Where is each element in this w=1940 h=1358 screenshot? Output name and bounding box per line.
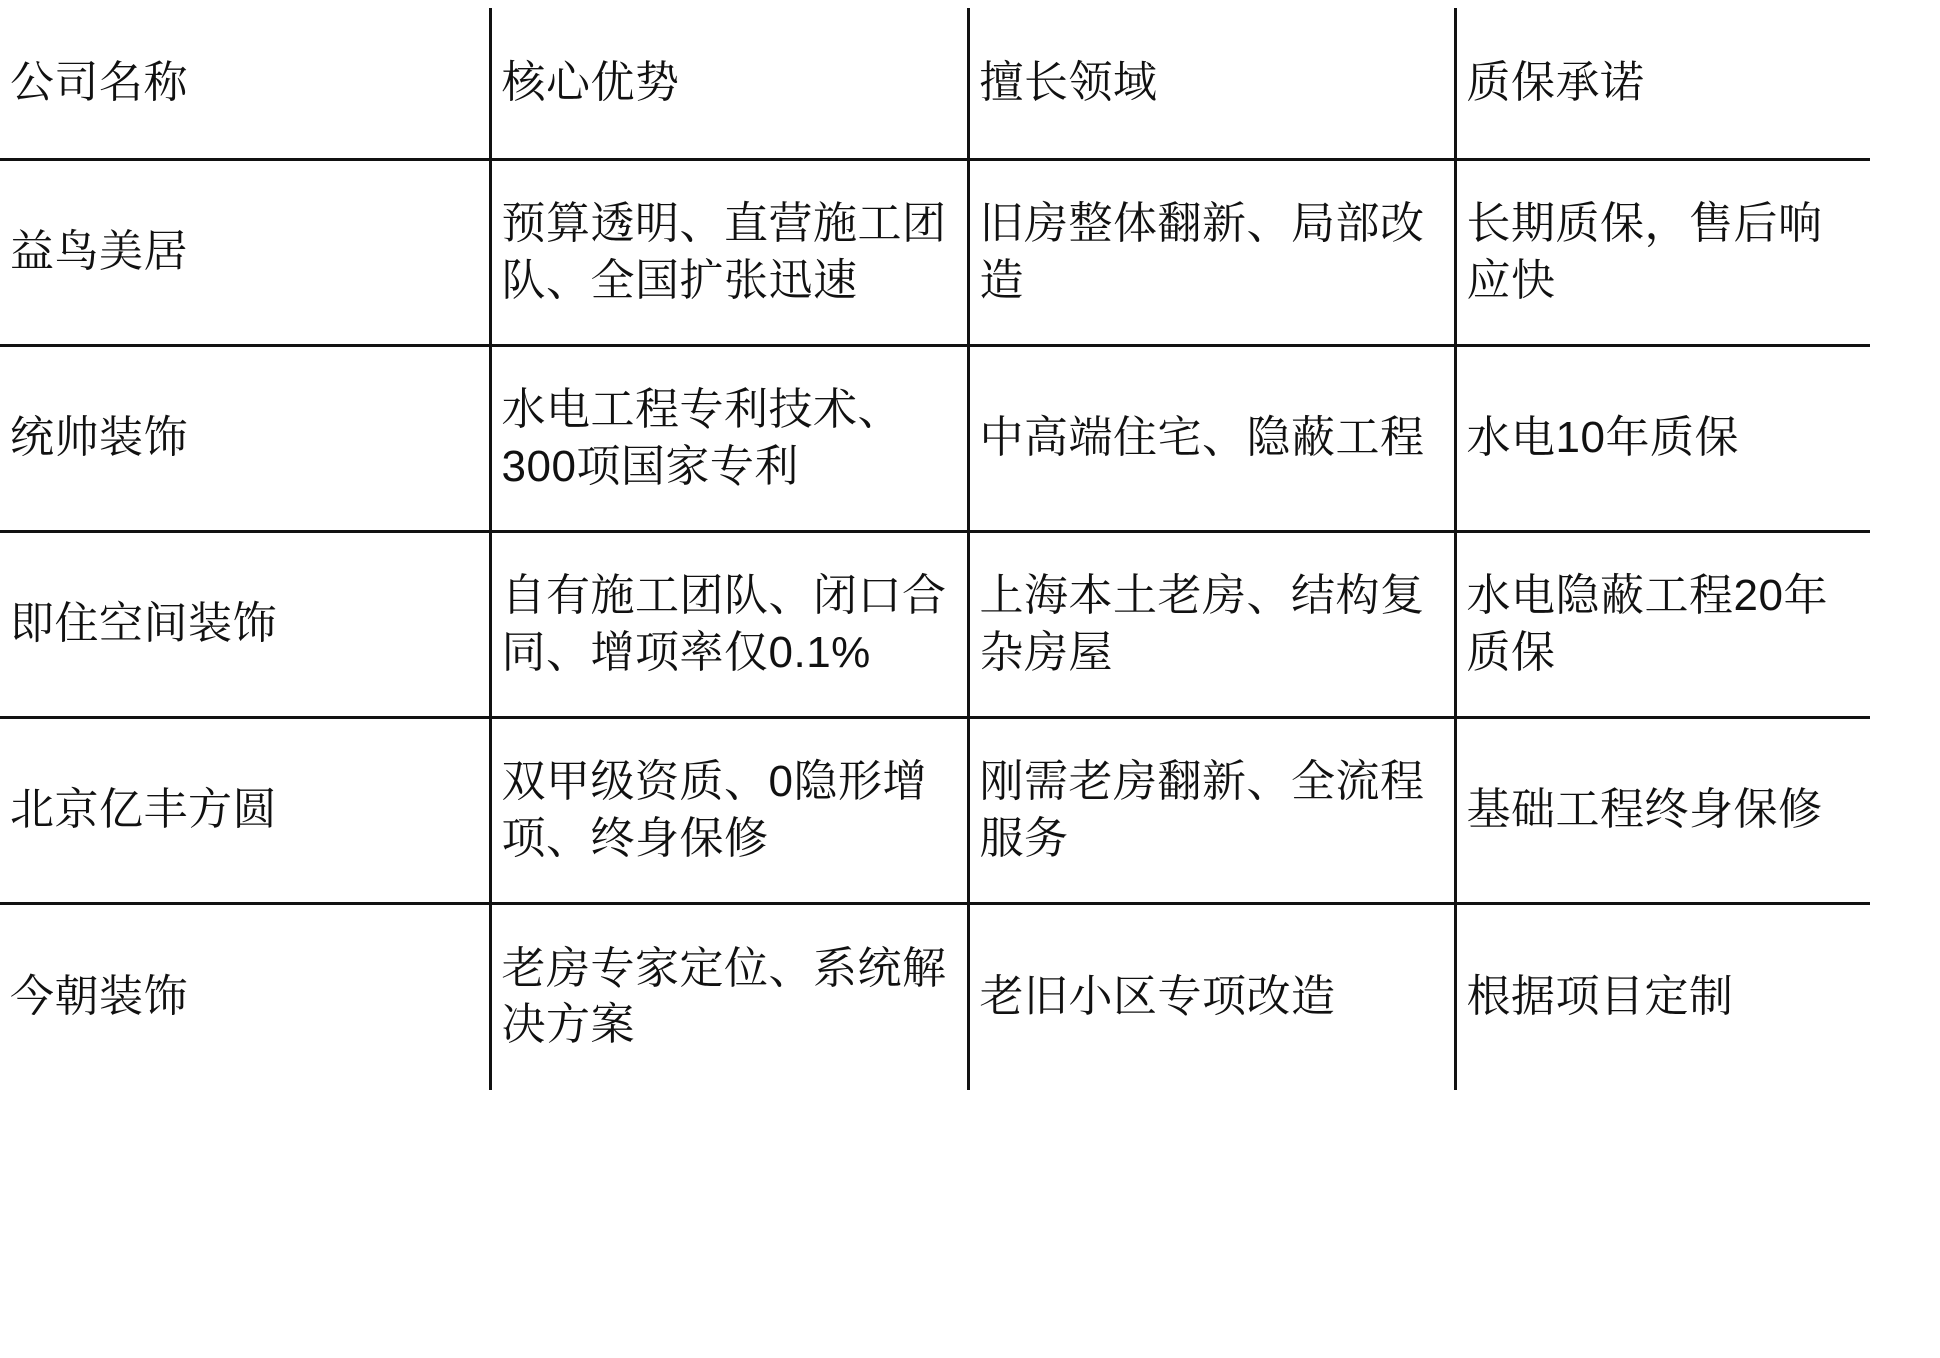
column-header-warranty-label: 质保承诺: [1466, 57, 1645, 107]
cell-company-text: 益鸟美居: [10, 227, 188, 277]
table-header-row: [0, 8, 1870, 160]
cell-company: [0, 532, 490, 718]
cell-field: [968, 904, 1455, 1090]
company-comparison-table: [0, 8, 1870, 1090]
column-header-company: [0, 8, 490, 160]
cell-advantage: [490, 160, 968, 346]
column-header-company-label: 公司名称: [10, 57, 188, 107]
cell-field-text: 中高端住宅、隐蔽工程: [979, 413, 1425, 463]
table-row: [0, 904, 1870, 1090]
table-header: [0, 8, 1870, 160]
cell-advantage-text: 水电工程专利技术、300项国家专利: [501, 385, 902, 491]
cell-company: [0, 346, 490, 532]
cell-warranty-text: 基础工程终身保修: [1466, 785, 1823, 835]
cell-field: [968, 346, 1455, 532]
cell-company-text: 统帅装饰: [10, 413, 188, 463]
cell-field-text: 老旧小区专项改造: [979, 972, 1336, 1022]
cell-field: [968, 718, 1455, 904]
column-header-advantage: [490, 8, 968, 160]
cell-warranty: [1455, 904, 1870, 1090]
cell-warranty: [1455, 532, 1870, 718]
table-body: [0, 160, 1870, 1090]
cell-advantage-text: 双甲级资质、0隐形增项、终身保修: [501, 757, 927, 863]
table-row: [0, 532, 1870, 718]
table-row: [0, 346, 1870, 532]
cell-warranty-text: 水电隐蔽工程20年质保: [1466, 571, 1828, 677]
cell-warranty: [1455, 346, 1870, 532]
cell-advantage-text: 老房专家定位、系统解决方案: [501, 943, 947, 1050]
cell-company: [0, 718, 490, 904]
cell-field: [968, 160, 1455, 346]
cell-field: [968, 532, 1455, 718]
cell-company-text: 即住空间装饰: [10, 599, 277, 649]
cell-advantage: [490, 718, 968, 904]
column-header-warranty: [1455, 8, 1870, 160]
cell-warranty-text: 长期质保，售后响应快: [1466, 199, 1823, 305]
cell-field-text: 刚需老房翻新、全流程服务: [979, 757, 1425, 863]
column-header-field-label: 擅长领域: [979, 57, 1158, 107]
cell-warranty-text: 根据项目定制: [1466, 972, 1734, 1022]
cell-advantage: [490, 532, 968, 718]
cell-advantage-text: 自有施工团队、闭口合同、增项率仅0.1%: [501, 571, 947, 677]
table-row: [0, 718, 1870, 904]
cell-company: [0, 904, 490, 1090]
cell-field-text: 旧房整体翻新、局部改造: [979, 199, 1425, 305]
cell-advantage: [490, 346, 968, 532]
cell-warranty: [1455, 160, 1870, 346]
cell-advantage-text: 预算透明、直营施工团队、全国扩张迅速: [501, 199, 947, 305]
column-header-advantage-label: 核心优势: [501, 57, 680, 107]
cell-warranty-text: 水电10年质保: [1466, 413, 1739, 463]
cell-field-text: 上海本土老房、结构复杂房屋: [979, 571, 1425, 677]
cell-advantage: [490, 904, 968, 1090]
column-header-field: [968, 8, 1455, 160]
table-row: [0, 160, 1870, 346]
cell-warranty: [1455, 718, 1870, 904]
cell-company: [0, 160, 490, 346]
cell-company-text: 北京亿丰方圆: [10, 785, 277, 835]
cell-company-text: 今朝装饰: [10, 972, 188, 1022]
